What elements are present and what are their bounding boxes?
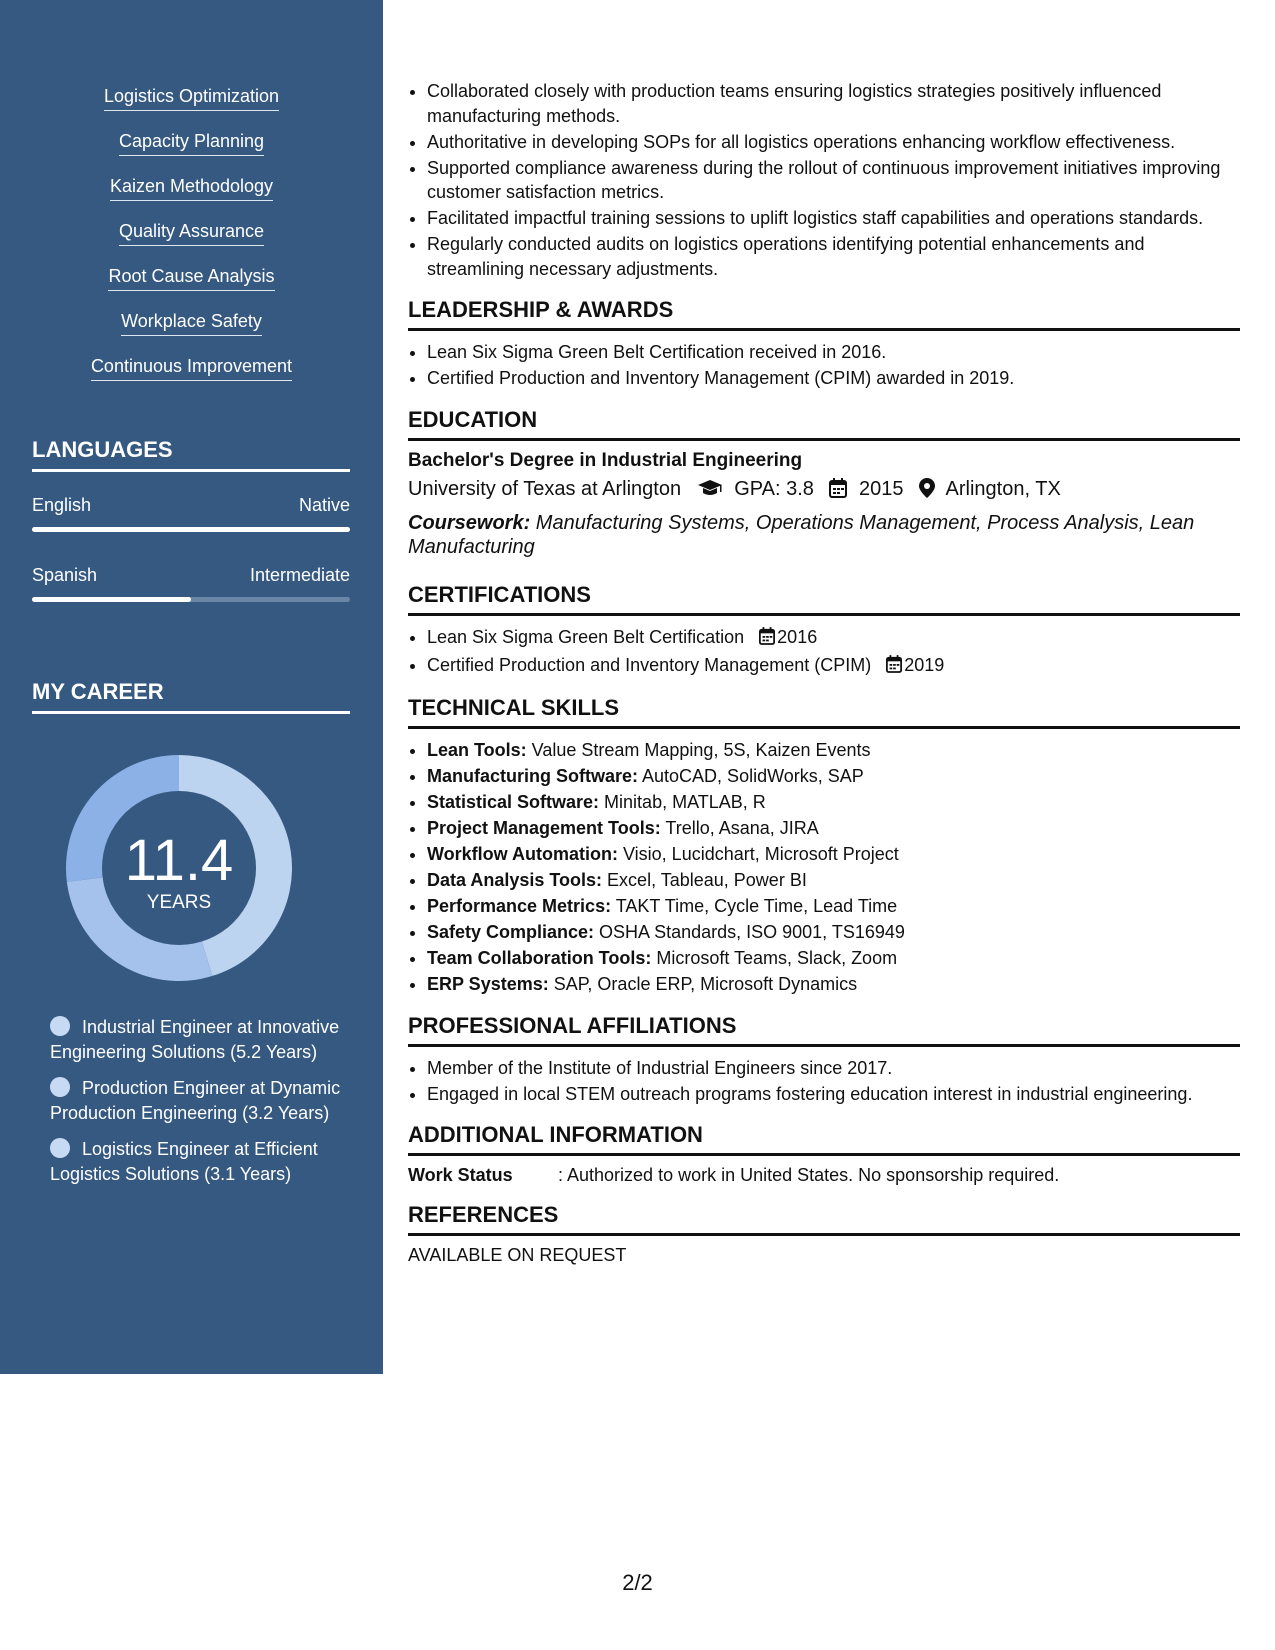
- language-name: Spanish: [32, 565, 98, 585]
- education-coursework: Coursework: Manufacturing Systems, Operations Management, Process Analysis, Lean Manufacturing: [408, 511, 1195, 558]
- certification-year: 2016: [777, 626, 818, 647]
- career-total: 11.4: [124, 828, 234, 893]
- list-item: • Engaged in local STEM outreach programs fostering education interest in industrial engineering.: [427, 1082, 1240, 1107]
- work-status-value: : Authorized to work in United States. No sponsorship required.: [558, 1165, 1060, 1185]
- map-pin-icon: [919, 478, 935, 504]
- career-list: [50, 1015, 350, 1198]
- experience-bullets: [408, 79, 1240, 281]
- career-dot-icon: [50, 1016, 70, 1036]
- skill-item: Continuous Improvement: [0, 356, 383, 401]
- leadership-heading: LEADERSHIP & AWARDS: [408, 297, 1240, 331]
- education-location: Arlington, TX: [945, 477, 1061, 500]
- work-status-label: Work Status: [408, 1165, 513, 1185]
- certification-year: 2019: [904, 654, 945, 675]
- skill-item: Quality Assurance: [0, 221, 383, 266]
- education-heading: EDUCATION: [408, 407, 1240, 441]
- education-gpa: GPA: 3.8: [734, 477, 814, 500]
- list-item: • Workflow Automation: Visio, Lucidchart, Microsoft Project: [427, 842, 1240, 867]
- skill-item: Kaizen Methodology: [0, 176, 383, 221]
- additional-info-heading: ADDITIONAL INFORMATION: [408, 1122, 1240, 1156]
- leadership-list: [408, 340, 1240, 391]
- career-item: Production Engineer at Dynamic Production Engineering (3.2 Years): [50, 1078, 341, 1123]
- list-item: • Certified Production and Inventory Management (CPIM) awarded in 2019.: [427, 366, 1240, 391]
- career-item: Logistics Engineer at Efficient Logistics Solutions (3.1 Years): [50, 1139, 318, 1184]
- skill-item: Logistics Optimization: [0, 86, 383, 131]
- list-item: • Regularly conducted audits on logistics operations identifying potential enhancements and streamlining necessary adjustments.: [427, 232, 1240, 281]
- list-item: • Facilitated impactful training sessions to uplift logistics staff capabilities and operations standards.: [427, 206, 1240, 231]
- career-donut-chart: [66, 755, 292, 981]
- page-number: 2/2: [622, 1570, 653, 1595]
- language-level: Intermediate: [249, 565, 350, 585]
- list-item: • Manufacturing Software: AutoCAD, SolidWorks, SAP: [427, 764, 1240, 789]
- education-school: University of Texas at Arlington: [408, 477, 682, 500]
- list-item: • Lean Tools: Value Stream Mapping, 5S, Kaizen Events: [427, 738, 1240, 763]
- list-item: • Lean Six Sigma Green Belt Certification received in 2016.: [427, 340, 1240, 365]
- list-item: • Statistical Software: Minitab, MATLAB, R: [427, 790, 1240, 815]
- list-item: • Team Collaboration Tools: Microsoft Teams, Slack, Zoom: [427, 946, 1240, 971]
- career-dot-icon: [50, 1077, 70, 1097]
- list-item: • Safety Compliance: OSHA Standards, ISO 9001, TS16949: [427, 920, 1240, 945]
- education-degree: Bachelor's Degree in Industrial Engineering: [408, 449, 803, 471]
- education-details: [408, 478, 1240, 504]
- list-item: • Member of the Institute of Industrial Engineers since 2017.: [427, 1056, 1240, 1081]
- references-value: AVAILABLE ON REQUEST: [408, 1245, 627, 1265]
- sidebar: [0, 0, 383, 1374]
- affiliations-heading: PROFESSIONAL AFFILIATIONS: [408, 1013, 1240, 1047]
- career-item: Industrial Engineer at Innovative Engineering Solutions (5.2 Years): [50, 1017, 340, 1062]
- graduation-cap-icon: [697, 478, 723, 504]
- list-item: • ERP Systems: SAP, Oracle ERP, Microsoft Dynamics: [427, 972, 1240, 997]
- list-item: • Lean Six Sigma Green Belt Certification 2016: [427, 625, 1240, 652]
- list-item: • Certified Production and Inventory Management (CPIM) 2019: [427, 653, 1240, 680]
- list-item: • Project Management Tools: Trello, Asana, JIRA: [427, 816, 1240, 841]
- affiliations-list: [408, 1056, 1240, 1107]
- technical-skills-list: [408, 738, 1240, 997]
- skill-item: Workplace Safety: [0, 311, 383, 356]
- list-item: • Supported compliance awareness during the rollout of continuous improvement initiatives improving customer satisfaction metrics.: [427, 156, 1240, 205]
- language-bar-spanish: [32, 597, 350, 602]
- list-item: • Authoritative in developing SOPs for all logistics operations enhancing workflow effectiveness.: [427, 130, 1240, 155]
- language-level: Native: [298, 495, 350, 515]
- main-content: [408, 79, 1240, 1266]
- calendar-icon: [829, 478, 847, 504]
- skill-item: Root Cause Analysis: [0, 266, 383, 311]
- career-unit: YEARS: [146, 892, 212, 913]
- list-item: • Collaborated closely with production teams ensuring logistics strategies positively influenced manufacturing methods.: [427, 79, 1240, 128]
- list-item: • Data Analysis Tools: Excel, Tableau, Power BI: [427, 868, 1240, 893]
- language-row-spanish: [32, 565, 350, 586]
- list-item: • Performance Metrics: TAKT Time, Cycle Time, Lead Time: [427, 894, 1240, 919]
- certifications-list: [408, 625, 1240, 680]
- career-dot-icon: [50, 1138, 70, 1158]
- certifications-heading: CERTIFICATIONS: [408, 582, 1240, 616]
- skill-item: Capacity Planning: [0, 131, 383, 176]
- career-heading: MY CAREER: [32, 679, 350, 714]
- technical-skills-heading: TECHNICAL SKILLS: [408, 695, 1240, 729]
- language-bar-fill: [32, 597, 191, 602]
- calendar-icon: [759, 627, 775, 652]
- calendar-icon: [886, 655, 902, 680]
- skills-list: [0, 86, 383, 401]
- education-year: 2015: [859, 477, 904, 500]
- language-bar-fill: [32, 527, 350, 532]
- languages-heading: LANGUAGES: [32, 437, 350, 472]
- work-status-row: [408, 1165, 1240, 1186]
- language-bar-english: [32, 527, 350, 532]
- language-row-english: [32, 495, 350, 516]
- references-heading: REFERENCES: [408, 1202, 1240, 1236]
- language-name: English: [32, 495, 92, 515]
